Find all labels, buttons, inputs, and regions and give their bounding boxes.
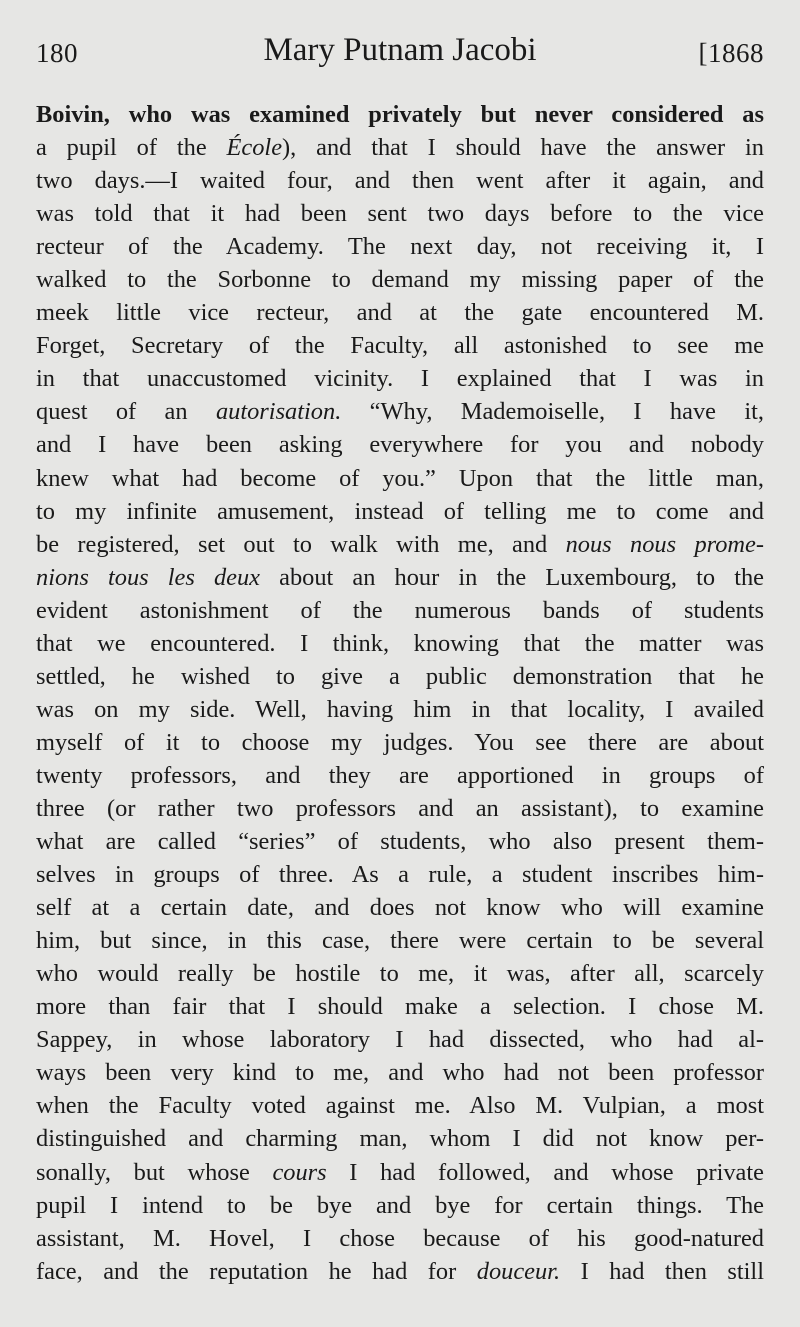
italic-run: cours — [272, 1158, 327, 1186]
text-run: what are called “series” of students, who also present them- — [36, 828, 764, 856]
running-title: Mary Putnam Jacobi — [263, 32, 537, 68]
text-run: about an hour in the Luxembourg, to the — [260, 563, 764, 591]
text-run: meek little vice recteur, and at the gate encountered M. — [36, 299, 764, 327]
text-line — [36, 561, 764, 594]
text-run: ), and that I should have the answer in — [282, 134, 764, 162]
text-line — [36, 990, 764, 1023]
text-run: recteur of the Academy. The next day, not receiving it, I — [36, 233, 764, 261]
text-run: Forget, Secretary of the Faculty, all astonished to see me — [36, 332, 764, 360]
text-run: ways been very kind to me, and who had not been professor — [36, 1059, 764, 1087]
text-line — [36, 164, 764, 197]
running-head-year: [1868 — [698, 38, 764, 68]
text-run: and I have been asking everywhere for you and nobody — [36, 431, 764, 459]
text-run: settled, he wished to give a public demonstration that he — [36, 662, 764, 690]
text-line — [36, 924, 764, 957]
text-line — [36, 1189, 764, 1222]
text-run: that we encountered. I think, knowing that the matter was — [36, 629, 764, 657]
text-run: more than fair that I should make a selection. I chose M. — [36, 993, 764, 1021]
text-line — [36, 957, 764, 990]
text-run: distinguished and charming man, whom I did not know per- — [36, 1125, 764, 1153]
text-run: was on my side. Well, having him in that locality, I availed — [36, 695, 764, 723]
body-text — [36, 98, 764, 1288]
text-line — [36, 660, 764, 693]
text-line — [36, 726, 764, 759]
text-run: when the Faculty voted against me. Also M. Vulpian, a most — [36, 1092, 764, 1120]
text-line — [36, 263, 764, 296]
text-run: Sappey, in whose laboratory I had dissected, who had al- — [36, 1026, 764, 1054]
text-run: to my infinite amusement, instead of telling me to come and — [36, 497, 764, 525]
text-line — [36, 230, 764, 263]
italic-run: École — [226, 134, 283, 162]
text-run: knew what had become of you.” Upon that the little man, — [36, 464, 764, 492]
text-line — [36, 825, 764, 858]
text-run: myself of it to choose my judges. You see there are about — [36, 728, 764, 756]
text-run: selves in groups of three. As a rule, a student inscribes him- — [36, 861, 764, 889]
text-line — [36, 428, 764, 461]
text-line — [36, 1023, 764, 1056]
italic-run: nions tous les deux — [36, 563, 260, 591]
text-run: face, and the reputation he had for — [36, 1257, 477, 1285]
text-run: quest of an — [36, 398, 216, 426]
text-line — [36, 131, 764, 164]
text-line — [36, 1156, 764, 1189]
text-line — [36, 462, 764, 495]
text-run: pupil I intend to be bye and bye for certain things. The — [36, 1191, 764, 1219]
running-head — [36, 30, 764, 80]
text-line — [36, 362, 764, 395]
text-run: a pupil of the — [36, 134, 227, 162]
text-run: evident astonishment of the numerous bands of students — [36, 596, 764, 624]
italic-run: autorisation. — [215, 398, 342, 426]
text-run: be registered, set out to walk with me, and — [36, 530, 566, 558]
text-line — [36, 1089, 764, 1122]
text-run: walked to the Sorbonne to demand my missing paper of the — [36, 266, 764, 294]
text-line — [36, 858, 764, 891]
text-line — [36, 528, 764, 561]
text-run: assistant, M. Hovel, I chose because of his good-natured — [36, 1224, 764, 1252]
text-run: who would really be hostile to me, it was, after all, scarcely — [36, 960, 764, 988]
text-line — [36, 98, 764, 131]
text-line — [36, 296, 764, 329]
text-line — [36, 197, 764, 230]
text-run: three (or rather two professors and an assistant), to examine — [36, 794, 764, 822]
text-run: I had then still — [560, 1257, 764, 1285]
text-line — [36, 627, 764, 660]
text-line — [36, 1056, 764, 1089]
text-line — [36, 594, 764, 627]
text-line — [36, 792, 764, 825]
text-line — [36, 1255, 764, 1288]
text-run: was told that it had been sent two days before to the vice — [36, 200, 764, 228]
italic-run: douceur. — [476, 1257, 561, 1285]
text-line — [36, 693, 764, 726]
text-line — [36, 1122, 764, 1155]
text-run: Boivin, who was examined privately but never considered as — [36, 101, 764, 128]
text-line — [36, 891, 764, 924]
text-line — [36, 329, 764, 362]
text-run: twenty professors, and they are apportioned in groups of — [36, 761, 764, 789]
text-run: him, but since, in this case, there were certain to be several — [36, 927, 764, 955]
text-run: two days.—I waited four, and then went after it again, and — [36, 167, 764, 195]
text-line — [36, 395, 764, 428]
page-number: 180 — [36, 38, 78, 68]
text-run: “Why, Mademoiselle, I have it, — [341, 398, 764, 426]
text-run: I had followed, and whose private — [326, 1158, 764, 1186]
text-line — [36, 759, 764, 792]
italic-run: nous nous prome- — [565, 530, 764, 558]
text-line — [36, 1222, 764, 1255]
text-run: self at a certain date, and does not know who will examine — [36, 894, 764, 922]
text-run: in that unaccustomed vicinity. I explained that I was in — [36, 365, 764, 393]
text-line — [36, 495, 764, 528]
text-run: sonally, but whose — [36, 1158, 273, 1186]
